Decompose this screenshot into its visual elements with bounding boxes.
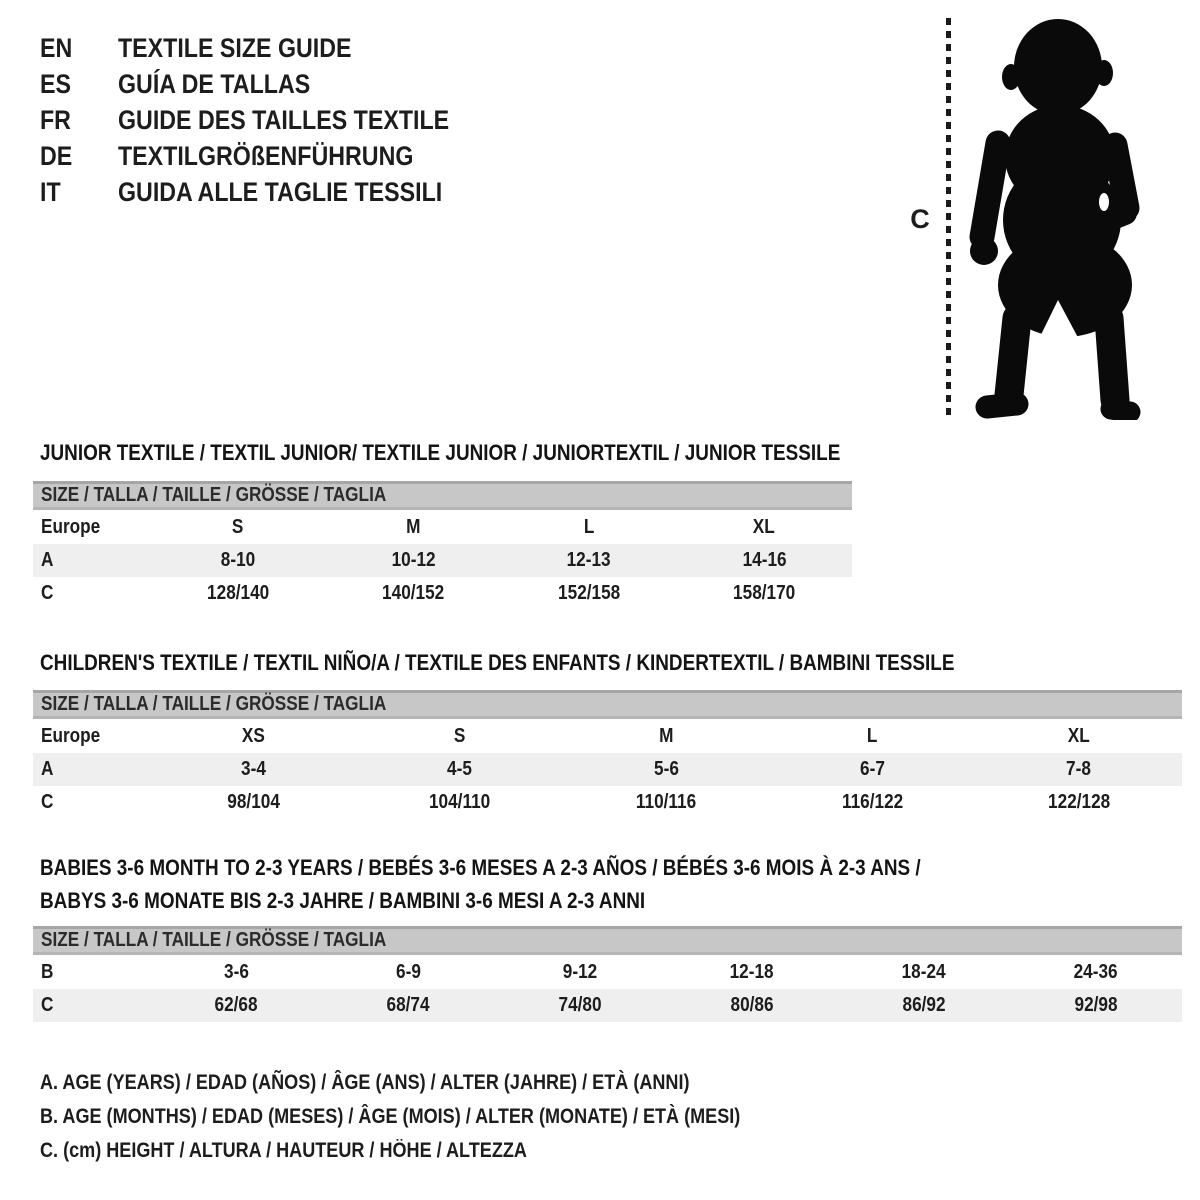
- language-title: TEXTILE SIZE GUIDE: [118, 33, 352, 63]
- height-dashed-line: [946, 18, 951, 415]
- value-cell: 116/122: [841, 791, 903, 813]
- footnotes: [40, 1066, 854, 1168]
- language-code: FR: [40, 105, 71, 135]
- value-cell: 80/86: [730, 994, 774, 1016]
- value-cell: 86/92: [902, 994, 946, 1016]
- value-cell: 104/110: [428, 791, 491, 813]
- section-title: [40, 851, 1064, 917]
- value-cell: 24-36: [1074, 961, 1118, 983]
- value-cell: M: [658, 725, 674, 747]
- value-cell: 158/170: [733, 582, 796, 604]
- section-title: [40, 646, 1103, 679]
- height-measure-label: C: [910, 204, 930, 234]
- table-row: [33, 577, 852, 610]
- value-cell: 122/128: [1047, 791, 1110, 813]
- value-cell: 14-16: [742, 549, 787, 571]
- footnote-line: B. AGE (MONTHS) / EDAD (MESES) / ÂGE (MOIS) / ALTER (MONATE) / ETÀ (MESI): [40, 1105, 741, 1128]
- row-label-cell: A: [41, 758, 54, 780]
- value-cell: 4-5: [447, 758, 473, 780]
- size-table-babies: [33, 956, 1182, 1022]
- value-cell: 110/116: [635, 791, 697, 813]
- section-title-line: BABYS 3-6 MONATE BIS 2-3 JAHRE / BAMBINI 3-6 MESI A 2-3 ANNI: [40, 888, 646, 913]
- table-row: [33, 511, 852, 544]
- table-row: [33, 956, 1182, 989]
- size-header-label: SIZE / TALLA / TAILLE / GRÖSSE / TAGLIA: [41, 929, 387, 951]
- language-row: [40, 174, 503, 210]
- section-title-line: BABIES 3-6 MONTH TO 2-3 YEARS / BEBÉS 3-6 MESES A 2-3 AÑOS / BÉBÉS 3-6 MOIS À 2-3 ANS /: [40, 855, 921, 880]
- table-row: [33, 989, 1182, 1022]
- value-cell: 12-18: [730, 961, 774, 983]
- table-row: [33, 544, 852, 577]
- size-table-children: [33, 720, 1182, 819]
- value-cell: 62/68: [214, 994, 258, 1016]
- size-header-bar: [33, 926, 1182, 955]
- language-title: GUIDA ALLE TAGLIE TESSILI: [118, 177, 443, 207]
- row-label-cell: Europe: [41, 516, 101, 538]
- value-cell: XL: [1067, 725, 1090, 747]
- language-code: EN: [40, 33, 73, 63]
- footnote-line: C. (cm) HEIGHT / ALTURA / HAUTEUR / HÖHE / ALTEZZA: [40, 1139, 527, 1162]
- section-title-line: CHILDREN'S TEXTILE / TEXTIL NIÑO/A / TEXTILE DES ENFANTS / KINDERTEXTIL / BAMBINI TESSILE: [40, 650, 955, 675]
- row-label-cell: C: [41, 791, 54, 813]
- table-row: [33, 753, 1182, 786]
- language-row: [40, 102, 503, 138]
- value-cell: 5-6: [653, 758, 679, 780]
- size-header-label: SIZE / TALLA / TAILLE / GRÖSSE / TAGLIA: [41, 484, 387, 506]
- value-cell: 3-6: [223, 961, 249, 983]
- value-cell: XL: [753, 516, 776, 538]
- size-table-junior: [33, 511, 852, 610]
- section-title: [40, 436, 971, 469]
- language-list: [40, 30, 503, 210]
- footnote-line: A. AGE (YEARS) / EDAD (AÑOS) / ÂGE (ANS) / ALTER (JAHRE) / ETÀ (ANNI): [40, 1071, 690, 1094]
- value-cell: 140/152: [382, 582, 445, 604]
- language-row: [40, 138, 503, 174]
- language-title: GUÍA DE TALLAS: [118, 69, 311, 99]
- value-cell: L: [867, 725, 878, 747]
- section-title-line: JUNIOR TEXTILE / TEXTIL JUNIOR/ TEXTILE JUNIOR / JUNIORTEXTIL / JUNIOR TESSILE: [40, 440, 841, 465]
- value-cell: 6-7: [859, 758, 885, 780]
- value-cell: 7-8: [1066, 758, 1092, 780]
- value-cell: 6-9: [395, 961, 421, 983]
- language-row: [40, 66, 503, 102]
- value-cell: M: [406, 516, 421, 538]
- row-label-cell: C: [41, 582, 54, 604]
- value-cell: S: [453, 725, 466, 747]
- language-title: GUIDE DES TAILLES TEXTILE: [118, 105, 450, 135]
- value-cell: 10-12: [391, 549, 436, 571]
- language-title: TEXTILGRÖßENFÜHRUNG: [118, 141, 414, 171]
- row-label-cell: A: [41, 549, 54, 571]
- size-header-label: SIZE / TALLA / TAILLE / GRÖSSE / TAGLIA: [41, 693, 387, 715]
- language-code: ES: [40, 69, 71, 99]
- row-label-cell: B: [41, 961, 54, 983]
- row-label-cell: Europe: [41, 725, 101, 747]
- language-code: IT: [40, 177, 61, 207]
- size-header-bar: [33, 481, 852, 510]
- size-header-bar: [33, 690, 1182, 719]
- value-cell: 8-10: [220, 549, 255, 571]
- value-cell: 92/98: [1074, 994, 1118, 1016]
- value-cell: 152/158: [557, 582, 620, 604]
- value-cell: 12-13: [566, 549, 611, 571]
- row-label-cell: C: [41, 994, 54, 1016]
- value-cell: 3-4: [240, 758, 266, 780]
- value-cell: XS: [241, 725, 265, 747]
- value-cell: L: [583, 516, 595, 538]
- toddler-silhouette-icon: [965, 15, 1143, 420]
- value-cell: S: [232, 516, 244, 538]
- value-cell: 74/80: [558, 994, 602, 1016]
- value-cell: 18-24: [902, 961, 946, 983]
- language-code: DE: [40, 141, 73, 171]
- language-row: [40, 30, 503, 66]
- table-row: [33, 720, 1182, 753]
- value-cell: 68/74: [386, 994, 430, 1016]
- value-cell: 98/104: [226, 791, 280, 813]
- value-cell: 9-12: [562, 961, 598, 983]
- table-row: [33, 786, 1182, 819]
- value-cell: 128/140: [206, 582, 269, 604]
